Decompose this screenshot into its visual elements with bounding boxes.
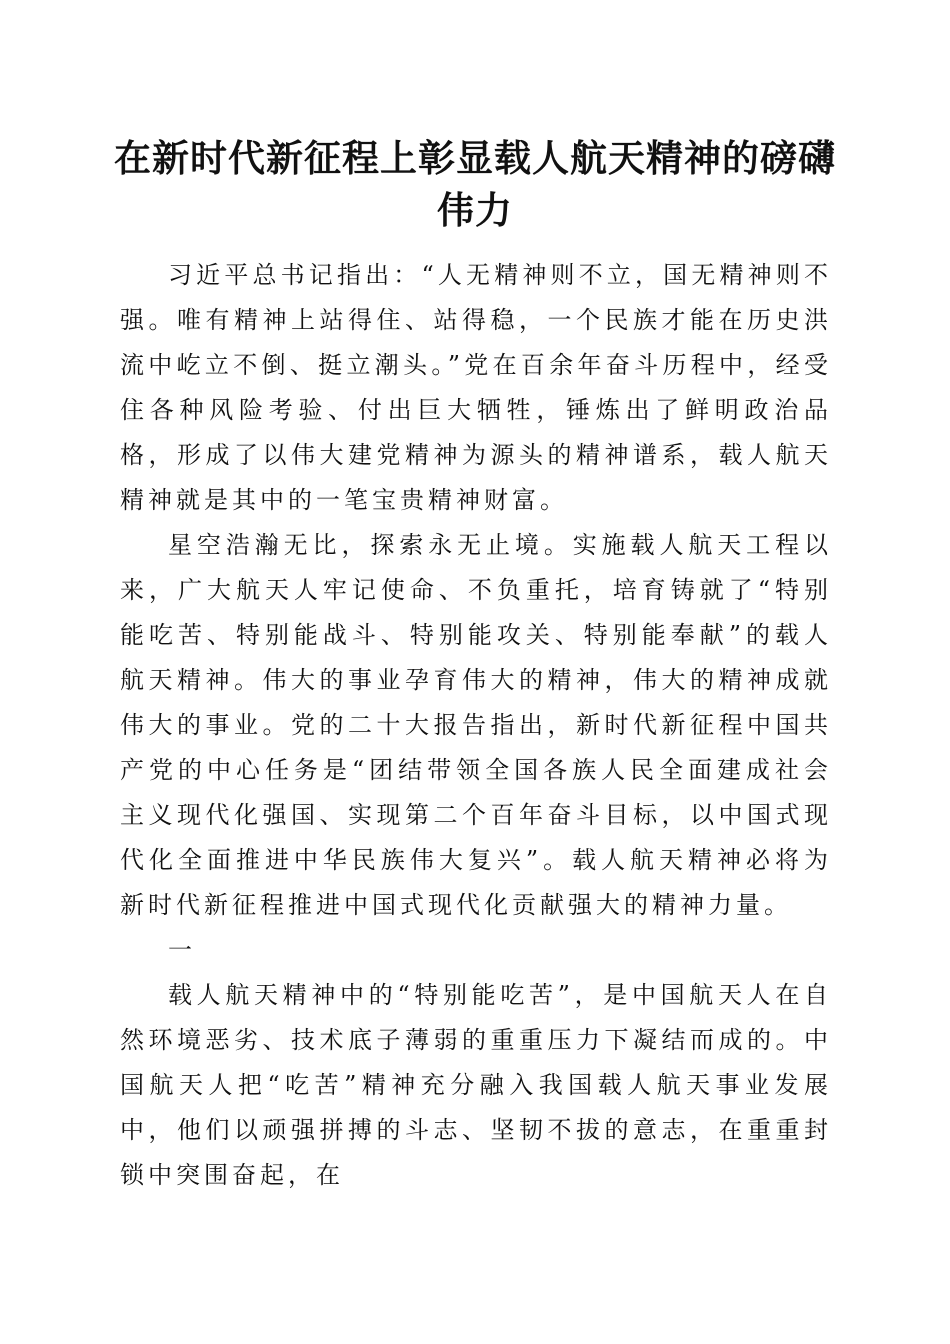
document-title: 在新时代新征程上彰显载人航天精神的磅礴伟力 xyxy=(114,136,836,232)
paragraph-intro: 习近平总书记指出：“人无精神则不立，国无精神则不强。唯有精神上站得住、站得稳，一个民族才能在历史洪流中屹立不倒、挺立潮头。”党在百余年奋斗历程中，经受住各种风险考验、付出巨大牺牲，锤炼出了鲜明政治品格，形成了以伟大建党精神为源头的精神谱系，载人航天精神就是其中的一笔宝贵精神财富。 xyxy=(120,261,832,514)
section-marker: 一 xyxy=(168,936,196,964)
document-body xyxy=(120,253,832,1198)
paragraph-section-one: 载人航天精神中的“特别能吃苦”，是中国航天人在自然环境恶劣、技术底子薄弱的重重压力下凝结而成的。中国航天人把“吃苦”精神充分融入我国载人航天事业发展中，他们以顽强拼搏的斗志、坚韧不拔的意志，在重重封锁中突围奋起，在 xyxy=(120,981,832,1189)
paragraph-spirit: 星空浩瀚无比，探索永无止境。实施载人航天工程以来，广大航天人牢记使命、不负重托，培育铸就了“特别能吃苦、特别能战斗、特别能攻关、特别能奉献”的载人航天精神。伟大的事业孕育伟大的精神，伟大的精神成就伟大的事业。党的二十大报告指出，新时代新征程中国共产党的中心任务是“团结带领全国各族人民全面建成社会主义现代化强国、实现第二个百年奋斗目标，以中国式现代化全面推进中华民族伟大复兴”。载人航天精神必将为新时代新征程推进中国式现代化贡献强大的精神力量。 xyxy=(120,531,832,919)
